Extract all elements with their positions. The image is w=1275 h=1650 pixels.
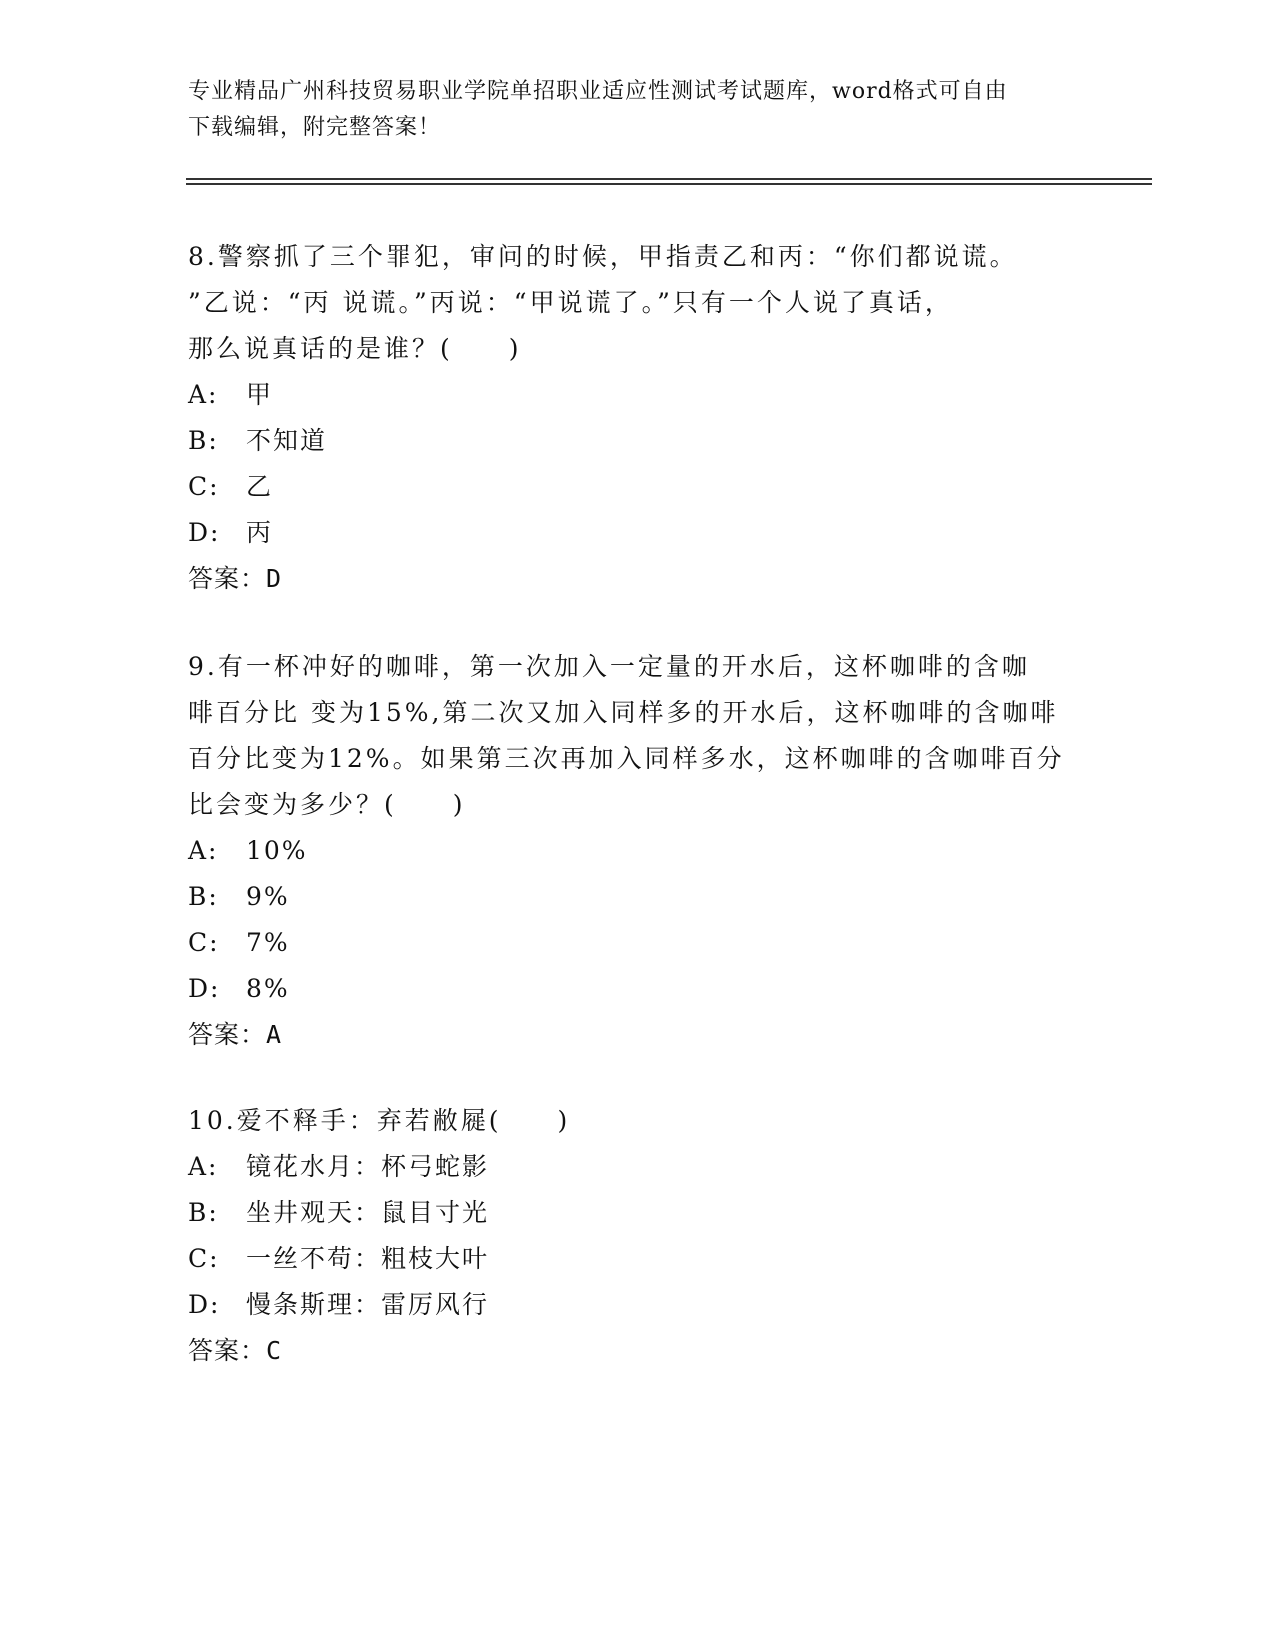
question-line: 那么说真话的是谁？( ): [188, 334, 522, 363]
header-line-2: 下载编辑，附完整答案！: [188, 115, 442, 140]
option-letter: A:: [188, 836, 219, 865]
option-text: 乙: [246, 472, 274, 501]
option-a: [188, 1144, 1088, 1190]
header-rule-bottom: [186, 183, 1152, 185]
question-text: [188, 644, 1088, 828]
option-d: [188, 1282, 1088, 1328]
question-line: 啡百分比 变为15%,第二次又加入同样多的开水后，这杯咖啡的含咖啡: [188, 698, 1059, 727]
question-10: [188, 1098, 1088, 1374]
option-letter: C:: [188, 928, 220, 957]
answer-line: 答案：C: [188, 1336, 283, 1365]
question-line: ”乙说：“丙 说谎。”丙说：“甲说谎了。”只有一个人说了真话，: [188, 288, 953, 317]
question-text: [188, 234, 1088, 372]
option-letter: D:: [188, 974, 221, 1003]
question-line: 9.有一杯冲好的咖啡，第一次加入一定量的开水后，这杯咖啡的含咖: [188, 652, 1030, 681]
option-letter: B:: [188, 882, 219, 911]
option-text: 镜花水月：杯弓蛇影: [246, 1152, 490, 1181]
option-b: [188, 874, 1088, 920]
option-letter: C:: [188, 1244, 220, 1273]
option-letter: D:: [188, 1290, 221, 1319]
option-d: [188, 966, 1088, 1012]
header-line-1: 专业精品广州科技贸易职业学院单招职业适应性测试考试题库，word格式可自由: [188, 79, 1008, 104]
option-letter: B:: [188, 1198, 219, 1227]
header-rule-top: [186, 178, 1152, 180]
option-letter: A:: [188, 380, 219, 409]
option-text: 不知道: [246, 426, 328, 455]
option-b: [188, 418, 1088, 464]
option-c: [188, 464, 1088, 510]
option-b: [188, 1190, 1088, 1236]
question-line: 比会变为多少？( ): [188, 790, 466, 819]
option-text: 7%: [246, 928, 290, 957]
option-letter: B:: [188, 426, 219, 455]
question-line: 百分比变为12%。如果第三次再加入同样多水，这杯咖啡的含咖啡百分: [188, 744, 1065, 773]
option-letter: D:: [188, 518, 221, 547]
option-text: 9%: [246, 882, 290, 911]
option-text: 坐井观天：鼠目寸光: [246, 1198, 490, 1227]
option-text: 8%: [246, 974, 290, 1003]
option-text: 10%: [246, 836, 308, 865]
question-8: [188, 234, 1088, 602]
option-c: [188, 1236, 1088, 1282]
option-c: [188, 920, 1088, 966]
question-9: [188, 644, 1088, 1058]
option-text: 丙: [246, 518, 274, 547]
option-text: 甲: [246, 380, 274, 409]
question-text: [188, 1098, 1088, 1144]
option-text: 慢条斯理：雷厉风行: [246, 1290, 490, 1319]
answer-line: 答案：A: [188, 1020, 283, 1049]
option-a: [188, 372, 1088, 418]
answer-line: 答案：D: [188, 564, 283, 593]
option-letter: C:: [188, 472, 220, 501]
option-a: [188, 828, 1088, 874]
option-text: 一丝不苟：粗枝大叶: [246, 1244, 490, 1273]
question-line: 10.爱不释手：弃若敝屣( ): [188, 1106, 571, 1135]
question-line: 8.警察抓了三个罪犯，审问的时候，甲指责乙和丙：“你们都说谎。: [188, 242, 1018, 271]
option-d: [188, 510, 1088, 556]
option-letter: A:: [188, 1152, 219, 1181]
document-header: [188, 74, 1088, 146]
